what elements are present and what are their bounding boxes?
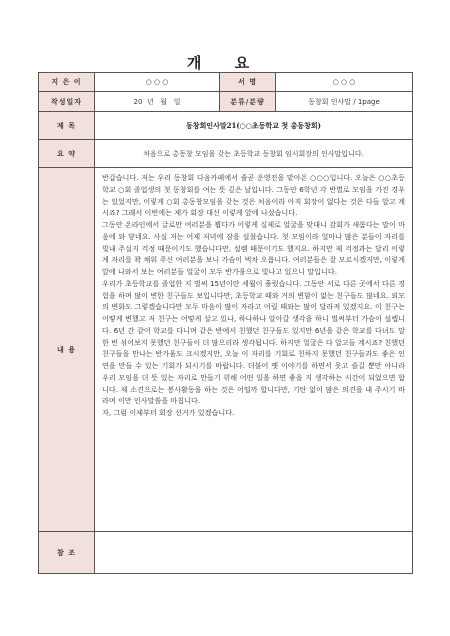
date-value: 20 년 월 일 [95, 92, 220, 112]
category-value: 동창회 인사말 / 1page [276, 92, 413, 112]
subject-row [39, 112, 413, 140]
summary-label: 요 약 [39, 140, 95, 168]
subject-value: 동창회인사말21(○○초등학교 첫 총동창회) [95, 112, 413, 140]
writer-label: 서 명 [220, 73, 276, 92]
author-label: 지 은 이 [39, 73, 95, 92]
writer-value: ○ ○ ○ [276, 73, 413, 92]
content-label: 내 용 [39, 168, 95, 532]
content-paragraph: 우리가 초등학교를 졸업한 지 벌써 15년이란 세월이 흘렀습니다. 그동안 서로 다른 곳에서 다른 경험을 하며 많이 변한 친구들도 보입니다만, 초등학교 때와 거의 변함이 없는 친구들도 많네요. 외모의 변화도 그렇겠습니다만 모두 마음이 많이 자라고 어릴 때와는 많이 달라져 있겠지요. 이 친구는 어떻게 변했고 저 친구는 어떻게 살고 있나, 하나하나 알아갈 생각을 하니 벌써부터 가슴이 설렙니다. 6년 간 같이 학교를 다니며 같은 반에서 친했던 친구들도 있지만 6년을 같은 학교를 다녀도 말 한 번 섞어보지 못했던 친구들이 더 많으리라 생각됩니다. 하지만 얼굴은 다 알고들 계시죠? 친했던 친구들을 만나는 반가움도 크시겠지만, 오늘 이 자리를 기회로 친하지 못했던 친구들과도 좋은 인연을 만들 수 있는 기회가 되시기를 바랍니다. 더불어 옛 이야기를 하면서 웃고 즐길 뿐만 아니라 우리 모임을 더 뜻 있는 자리로 만들기 위해 어떤 일을 하면 좋을 지 생각하는 시간이 되었으면 합니다. 제 소견으로는 봉사활동을 하는 것은 어떨까 합니다만, 기탄 없이 많은 의견을 내 주시기 바라며 이만 인사말씀을 마칩니다. [102, 278, 405, 406]
subject-label: 제 목 [39, 112, 95, 140]
summary-row [39, 140, 413, 168]
summary-value: 처음으로 총동창 모임을 갖는 초등학교 동창회 임시회장의 인사말입니다. [95, 140, 413, 168]
content-paragraph: 반갑습니다. 저는 우리 동창회 다음카페에서 줄곧 운영진을 맡아온 ○○○입니다. 오늘은 ○○초등학교 ○회 졸업생의 첫 동창회를 여는 뜻 깊은 날입니다. 그동안 6학년 각 반별로 모임을 가진 경우는 있었지만, 이렇게 ○회 총동창모임을 갖는 것은 처음이라 아직 회장이 없다는 것은 다들 알고 계시죠? 그래서 이번에는 제가 회장 대신 이렇게 앞에 나섰습니다. [102, 173, 405, 218]
content-paragraph: 자, 그럼 이제부터 회장 선거가 있겠습니다. [102, 408, 235, 417]
page-title: 개 요 [186, 54, 264, 72]
reference-label: 참 조 [39, 532, 95, 574]
summary-form-table [38, 72, 413, 574]
content-paragraph: 그동안 온라인에서 글로만 여러분을 뵙다가 이렇게 실제로 얼굴을 맞대니 감회가 새롭다는 말이 마음에 와 닿네요. 사실 저는 어제 저녁에 잠을 설쳤습니다. 첫 모임이라 얼마나 많은 분들이 자리를 빛내 주실지 걱정 때문이기도 했습니다만, 설렘 때문이기도 했지요. 하지만 제 걱정과는 달리 이렇게 자리를 꽉 채워 주신 여러분을 보니 가슴이 벅차 오릅니다. 여러분들은 잘 모르시겠지만, 이렇게 앞에 나와서 보는 여러분들 얼굴이 모두 반가움으로 빛나고 있으니 말입니다. [102, 220, 405, 276]
reference-row [39, 532, 413, 574]
category-label: 분류/분량 [220, 92, 276, 112]
content-body [95, 168, 413, 532]
content-row [39, 168, 413, 532]
author-value: ○ ○ ○ [95, 73, 220, 92]
date-label: 작성일자 [39, 92, 95, 112]
reference-value [95, 532, 413, 574]
date-row [39, 92, 413, 112]
author-row [39, 73, 413, 92]
